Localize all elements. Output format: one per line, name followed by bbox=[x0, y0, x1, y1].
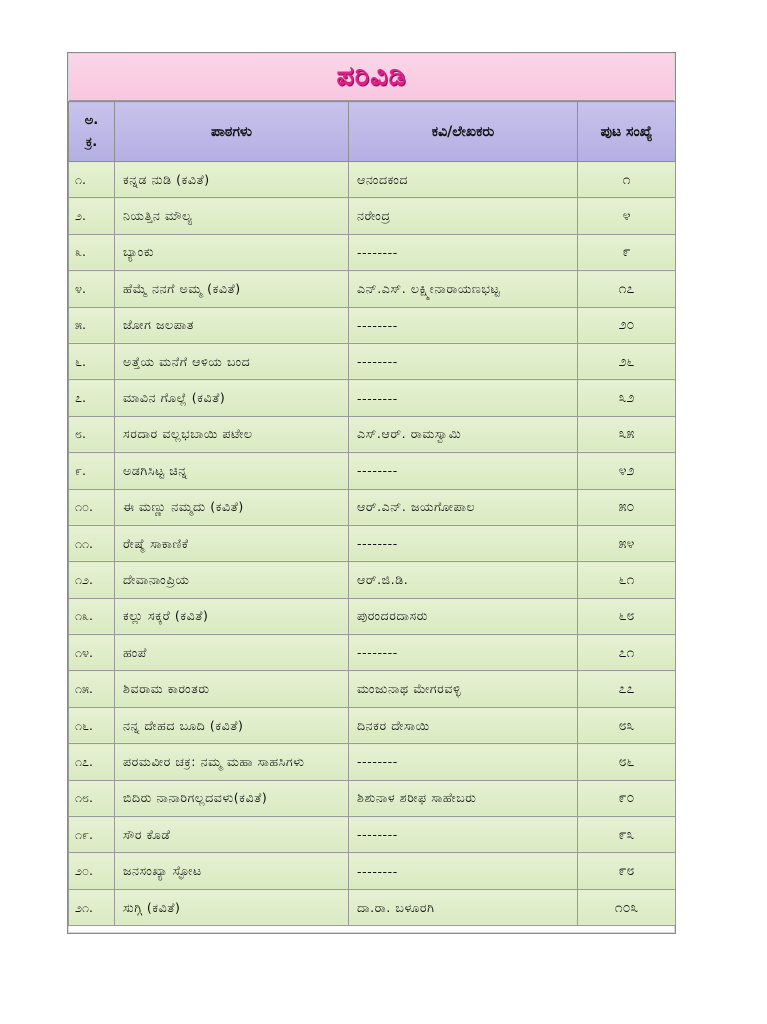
table-row bbox=[69, 707, 676, 743]
author-cell: -------- bbox=[349, 525, 578, 561]
lesson-title-cell: ಬ್ಯಾಂಕು bbox=[115, 234, 349, 270]
table-row bbox=[69, 307, 676, 343]
lesson-title-cell: ಹಂಪೆ bbox=[115, 635, 349, 671]
serial-number-cell: ೩. bbox=[69, 234, 115, 270]
serial-number-cell: ೨೧. bbox=[69, 889, 115, 925]
page-number-cell: ೨೬ bbox=[578, 343, 676, 379]
serial-number-cell: ೧೨. bbox=[69, 562, 115, 598]
author-header: ಕವಿ/ಲೇಖಕರು bbox=[349, 102, 578, 162]
lesson-title-cell: ಸರದಾರ ವಲ್ಲಭಬಾಯಿ ಪಟೇಲ bbox=[115, 416, 349, 452]
author-cell: -------- bbox=[349, 744, 578, 780]
table-row bbox=[69, 489, 676, 525]
serial-number-cell: ೧೪. bbox=[69, 635, 115, 671]
page-number-cell: ೩೫ bbox=[578, 416, 676, 452]
table-row bbox=[69, 271, 676, 307]
table-row bbox=[69, 598, 676, 634]
serial-number-cell: ೨. bbox=[69, 198, 115, 234]
serial-number-header bbox=[69, 102, 115, 162]
lesson-header: ಪಾಠಗಳು bbox=[115, 102, 349, 162]
serial-header-line2: ಕ್ರ. bbox=[85, 134, 98, 150]
serial-number-cell: ೧೦. bbox=[69, 489, 115, 525]
table-row bbox=[69, 635, 676, 671]
lesson-title-cell: ಕಲ್ಲು ಸಕ್ಕರೆ (ಕವಿತೆ) bbox=[115, 598, 349, 634]
serial-number-cell: ೧೭. bbox=[69, 744, 115, 780]
author-cell: -------- bbox=[349, 817, 578, 853]
contents-table bbox=[68, 101, 676, 926]
page-number-cell: ೬೮ bbox=[578, 598, 676, 634]
page-number-cell: ೪೨ bbox=[578, 453, 676, 489]
contents-body bbox=[69, 162, 676, 926]
lesson-title-cell: ಕನ್ನಡ ನುಡಿ (ಕವಿತೆ) bbox=[115, 162, 349, 198]
page-number-header: ಪುಟ ಸಂಖ್ಯೆ bbox=[578, 102, 676, 162]
author-cell: ದಿನಕರ ದೇಸಾಯಿ bbox=[349, 707, 578, 743]
page-number-cell: ೫೪ bbox=[578, 525, 676, 561]
serial-number-cell: ೧೩. bbox=[69, 598, 115, 634]
lesson-title-cell: ಬಿದಿರು ನಾನಾರಿಗಲ್ಲದವಳು(ಕವಿತೆ) bbox=[115, 780, 349, 816]
lesson-title-cell: ಹೆಮ್ಮೆ ನನಗೆ ಅಮ್ಮ (ಕವಿತೆ) bbox=[115, 271, 349, 307]
page-title: ಪರಿವಿಡಿ bbox=[336, 61, 407, 92]
author-cell: -------- bbox=[349, 343, 578, 379]
page-number-cell: ೩೨ bbox=[578, 380, 676, 416]
table-row bbox=[69, 525, 676, 561]
author-cell: ದಾ.ರಾ. ಬಳೂರಗಿ bbox=[349, 889, 578, 925]
serial-number-cell: ೪. bbox=[69, 271, 115, 307]
table-row bbox=[69, 889, 676, 925]
lesson-title-cell: ಪರಮವೀರ ಚಕ್ರ: ನಮ್ಮ ಮಹಾ ಸಾಹಸಿಗಳು bbox=[115, 744, 349, 780]
table-row bbox=[69, 562, 676, 598]
lesson-title-cell: ನಿಯತ್ತಿನ ಮೌಲ್ಯ bbox=[115, 198, 349, 234]
contents-table-frame bbox=[67, 52, 676, 934]
author-cell: -------- bbox=[349, 234, 578, 270]
page-number-cell: ೯ bbox=[578, 234, 676, 270]
author-cell: ಎನ್.ಎಸ್. ಲಕ್ಷ್ಮೀನಾರಾಯಣಭಟ್ಟ bbox=[349, 271, 578, 307]
table-row bbox=[69, 744, 676, 780]
page-number-cell: ೧ bbox=[578, 162, 676, 198]
table-row bbox=[69, 780, 676, 816]
lesson-title-cell: ಶಿವರಾಮ ಕಾರಂತರು bbox=[115, 671, 349, 707]
page-number-cell: ೨೦ bbox=[578, 307, 676, 343]
table-row bbox=[69, 234, 676, 270]
lesson-title-cell: ನನ್ನ ದೇಹದ ಬೂದಿ (ಕವಿತೆ) bbox=[115, 707, 349, 743]
serial-number-cell: ೮. bbox=[69, 416, 115, 452]
page-number-cell: ೭೭ bbox=[578, 671, 676, 707]
lesson-title-cell: ಸೌರ ಕೊಡೆ bbox=[115, 817, 349, 853]
table-row bbox=[69, 853, 676, 889]
serial-number-cell: ೧೧. bbox=[69, 525, 115, 561]
page-number-cell: ೪ bbox=[578, 198, 676, 234]
author-cell: ಪುರಂದರದಾಸರು bbox=[349, 598, 578, 634]
lesson-title-cell: ಈ ಮಣ್ಣು ನಮ್ಮದು (ಕವಿತೆ) bbox=[115, 489, 349, 525]
serial-header-line1: ಅ. bbox=[84, 112, 99, 128]
lesson-title-cell: ಜೋಗ ಜಲಪಾತ bbox=[115, 307, 349, 343]
serial-number-cell: ೧೮. bbox=[69, 780, 115, 816]
serial-number-cell: ೬. bbox=[69, 343, 115, 379]
title-band bbox=[69, 54, 674, 101]
author-cell: ಆರ್.ಜಿ.ಡಿ. bbox=[349, 562, 578, 598]
author-cell: -------- bbox=[349, 380, 578, 416]
author-cell: ನರೇಂದ್ರ bbox=[349, 198, 578, 234]
header-row bbox=[69, 102, 676, 162]
serial-number-cell: ೧. bbox=[69, 162, 115, 198]
page-number-cell: ೫೦ bbox=[578, 489, 676, 525]
table-row bbox=[69, 416, 676, 452]
page-number-cell: ೯೩ bbox=[578, 817, 676, 853]
table-row bbox=[69, 162, 676, 198]
author-cell: -------- bbox=[349, 307, 578, 343]
lesson-title-cell: ಅತ್ತೆಯ ಮನೆಗೆ ಆಳಿಯ ಬಂದ bbox=[115, 343, 349, 379]
serial-number-cell: ೧೯. bbox=[69, 817, 115, 853]
author-cell: ಎಸ್.ಆರ್. ರಾಮಸ್ವಾಮಿ bbox=[349, 416, 578, 452]
lesson-title-cell: ರೇಷ್ಮೆ ಸಾಕಾಣಿಕೆ bbox=[115, 525, 349, 561]
author-cell: ಆನಂದಕಂದ bbox=[349, 162, 578, 198]
lesson-title-cell: ಸುಗ್ಗಿ (ಕವಿತೆ) bbox=[115, 889, 349, 925]
table-row bbox=[69, 343, 676, 379]
page-number-cell: ೬೧ bbox=[578, 562, 676, 598]
table-row bbox=[69, 453, 676, 489]
page-number-cell: ೭೧ bbox=[578, 635, 676, 671]
lesson-title-cell: ದೇವಾನಾಂಪ್ರಿಯ bbox=[115, 562, 349, 598]
lesson-title-cell: ಜನಸಂಖ್ಯಾ ಸ್ಫೋಟ bbox=[115, 853, 349, 889]
page-number-cell: ೮೩ bbox=[578, 707, 676, 743]
serial-number-cell: ೭. bbox=[69, 380, 115, 416]
lesson-title-cell: ಅಡಗಿಸಿಟ್ಟ ಚಿನ್ನ bbox=[115, 453, 349, 489]
serial-number-cell: ೧೫. bbox=[69, 671, 115, 707]
serial-number-cell: ೧೬. bbox=[69, 707, 115, 743]
page-number-cell: ೯೦ bbox=[578, 780, 676, 816]
table-row bbox=[69, 198, 676, 234]
author-cell: -------- bbox=[349, 853, 578, 889]
author-cell: ಆರ್.ಎನ್. ಜಯಗೋಪಾಲ bbox=[349, 489, 578, 525]
page-number-cell: ೧೦೩ bbox=[578, 889, 676, 925]
lesson-title-cell: ಮಾವಿನ ಗೊಲ್ಲೆ (ಕವಿತೆ) bbox=[115, 380, 349, 416]
author-cell: -------- bbox=[349, 453, 578, 489]
serial-number-cell: ೨೦. bbox=[69, 853, 115, 889]
serial-number-cell: ೫. bbox=[69, 307, 115, 343]
author-cell: ಶಿಶುನಾಳ ಶರೀಫ ಸಾಹೇಬರು bbox=[349, 780, 578, 816]
page-number-cell: ೯೮ bbox=[578, 853, 676, 889]
table-row bbox=[69, 817, 676, 853]
serial-number-cell: ೯. bbox=[69, 453, 115, 489]
author-cell: ಮಂಜುನಾಥ ಮೇಗರವಳ್ಳಿ bbox=[349, 671, 578, 707]
table-row bbox=[69, 380, 676, 416]
page-number-cell: ೮೬ bbox=[578, 744, 676, 780]
page-number-cell: ೧೭ bbox=[578, 271, 676, 307]
table-row bbox=[69, 671, 676, 707]
author-cell: -------- bbox=[349, 635, 578, 671]
